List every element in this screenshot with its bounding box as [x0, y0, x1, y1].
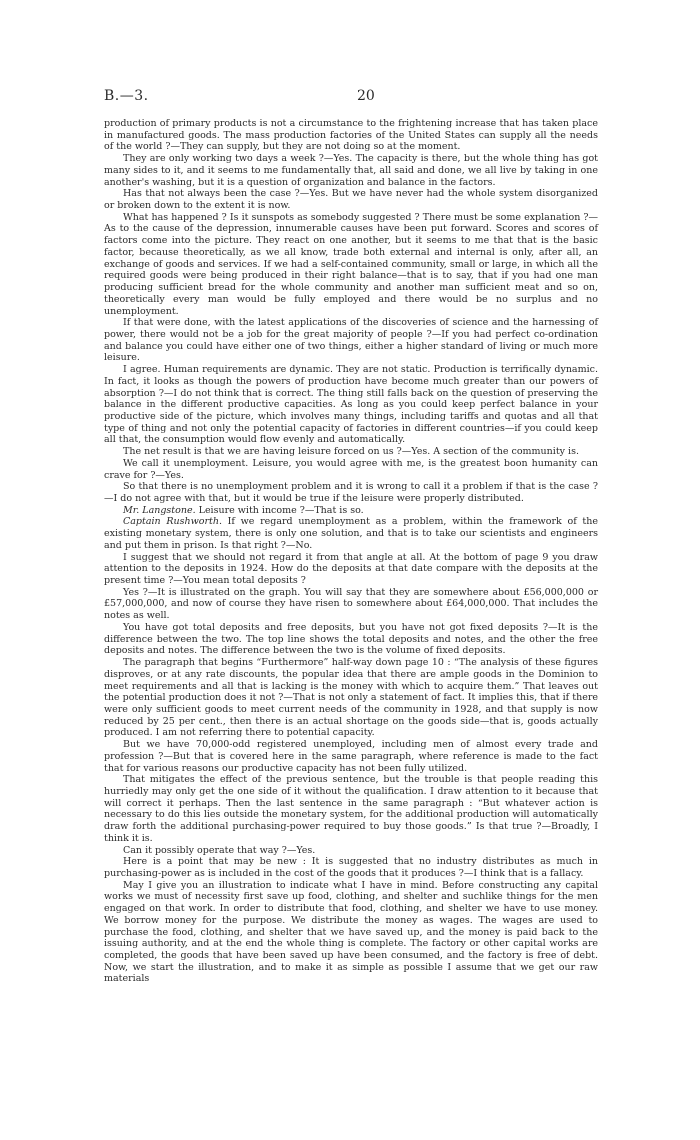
paragraph: What has happened ? Is it sunspots as somebody suggested ? There must be some explanation ?—As to the cause of the depression, innumerable causes have been put forward. Scores and scores of factors come into the picture. They react on one another, but it seems to me that that is the basic factor, because theoretically, as we all know, trade both external and internal is only, after all, an exchange of goods and services. If we had a self-contained community, small or large, in which all the required goods were being produced in their right balance—that is to say, that if you had one man producing sufficient bread for the whole community and another man sufficient meat and so on, theoretically every man would be fully employed and there would be no surplus and no unemployment. — [104, 211, 598, 317]
paragraph: That mitigates the effect of the previous sentence, but the trouble is that people reading this hurriedly may only get the one side of it without the qualification. I draw attention to it because that will correct it perhaps. Then the last sentence in the same paragraph : “But whatever action is necessary to do this lies outside the monetary system, for the additional production will automatically draw forth the additional purchasing-power required to buy those goods.” Is that true ?—Broadly, I think it is. — [104, 774, 598, 844]
paragraph: The net result is that we are having leisure forced on us ?—Yes. A section of the community is. — [123, 446, 579, 458]
document-reference: B.—3. — [104, 88, 149, 104]
speaker-name: Captain Rushworth. — [123, 516, 222, 528]
paragraph: We call it unemployment. Leisure, you would agree with me, is the greatest boon humanity can crave for ?—Yes. — [104, 457, 598, 481]
paragraph: Can it possibly operate that way ?—Yes. — [123, 844, 316, 856]
paragraph: Yes ?—It is illustrated on the graph. You will say that they are somewhere about £56,000,000 or £57,000,000, and now of course they have risen to somewhere about £64,000,000. That includes the notes as well. — [104, 586, 598, 622]
paragraph: production of primary products is not a circumstance to the frightening increase that has taken place in manufactured goods. The mass production factories of the United States can supply all the needs of the world ?—They can supply, but they are not doing so at the moment. — [104, 118, 598, 153]
paragraph: I agree. Human requirements are dynamic. They are not static. Production is terrifically dynamic. In fact, it looks as though the powers of production have become much greater than our powers of absorption ?—I do not think that is correct. The thing still falls back on the question of preserving the balance in the different productive capacities. As long as you could keep perfect balance in your productive side of the picture, which involves many things, including tariffs and quotas and all that type of thing and not only the potential capacity of factories in different countries—if you could keep all that, the consumption would flow evenly and automatically. — [104, 364, 598, 446]
paragraph: They are only working two days a week ?—Yes. The capacity is there, but the whole thing has got many sides to it, and it seems to me fundamentally that, all said and done, we all live by taking in one another's washing, but it is a question of organization and balance in the factors. — [104, 153, 598, 188]
paragraph: If that were done, with the latest applications of the discoveries of science and the harnessing of power, there would not be a job for the great majority of people ?—If you had perfect co-ordination and balance you could have either one of two things, either a higher standard of living or much more leisure. — [104, 317, 598, 364]
document-body — [104, 118, 598, 985]
paragraph: Captain Rushworth. If we regard unemployment as a problem, within the framework of the existing monetary system, there is only one solution, and that is to take our scientists and engineers and put them in prison. Is that right ?—No. — [104, 516, 598, 551]
paragraph: You have got total deposits and free deposits, but you have not got fixed deposits ?—It is the difference between the two. The top line shows the total deposits and notes, and the other the free deposits and notes. The difference between the two is the volume of fixed deposits. — [104, 621, 598, 657]
page-number: 20 — [357, 88, 375, 104]
paragraph: Has that not always been the case ?—Yes. But we have never had the whole system disorganized or broken down to the extent it is now. — [104, 188, 598, 212]
paragraph: Here is a point that may be new : It is suggested that no industry distributes as much in purchasing-power as is included in the cost of the goods that it produces ?—I think that is a fallacy. — [104, 856, 598, 879]
paragraph: May I give you an illustration to indicate what I have in mind. Before constructing any capital works we must of necessity first save up food, clothing, and shelter and suchlike things for the men engaged on that work. In order to distribute that food, clothing, and shelter we have to use money. We borrow money for the purpose. We distribute the money as wages. The wages are used to purchase the food, clothing, and shelter that we have saved up, and the money is paid back to the issuing authority, and at the end the whole thing is complete. The factory or other capital works are completed, the goods that have been saved up have been consumed, and the factory is free of debt. Now, we start the illustration, and to make it as simple as possible I assume that we get our raw materials — [104, 879, 598, 985]
paragraph: The paragraph that begins “Furthermore” half-way down page 10 : “The analysis of these figures disproves, or at any rate discounts, the popular idea that there are ample goods in the Dominion to meet requirements and all that is lacking is the money with which to acquire them.” That leaves out the potential production does it not ?—That is not only a statement of fact. It implies this, that if there were only sufficient goods to meet current needs of the community in 1928, and that supply is now reduced by 25 per cent., then there is an actual shortage on the goods side—that is, goods actually produced. I am not referring there to potential capacity. — [104, 657, 598, 739]
paragraph: I suggest that we should not regard it from that angle at all. At the bottom of page 9 you draw attention to the deposits in 1924. How do the deposits at that date compare with the deposits at the present time ?—You mean total deposits ? — [104, 551, 598, 587]
page-header — [104, 88, 594, 106]
paragraph: Mr. Langstone. Leisure with income ?—That is so. — [123, 504, 364, 516]
paragraph: But we have 70,000-odd registered unemployed, including men of almost every trade and profession ?—But that is covered here in the same paragraph, where reference is made to the fact that for various reasons our productive capacity has not been fully utilized. — [104, 739, 598, 774]
speaker-name: Mr. Langstone. — [123, 504, 196, 516]
paragraph: So that there is no unemployment problem and it is wrong to call it a problem if that is the case ?—I do not agree with that, but it would be true if the leisure were properly distributed. — [104, 481, 598, 504]
